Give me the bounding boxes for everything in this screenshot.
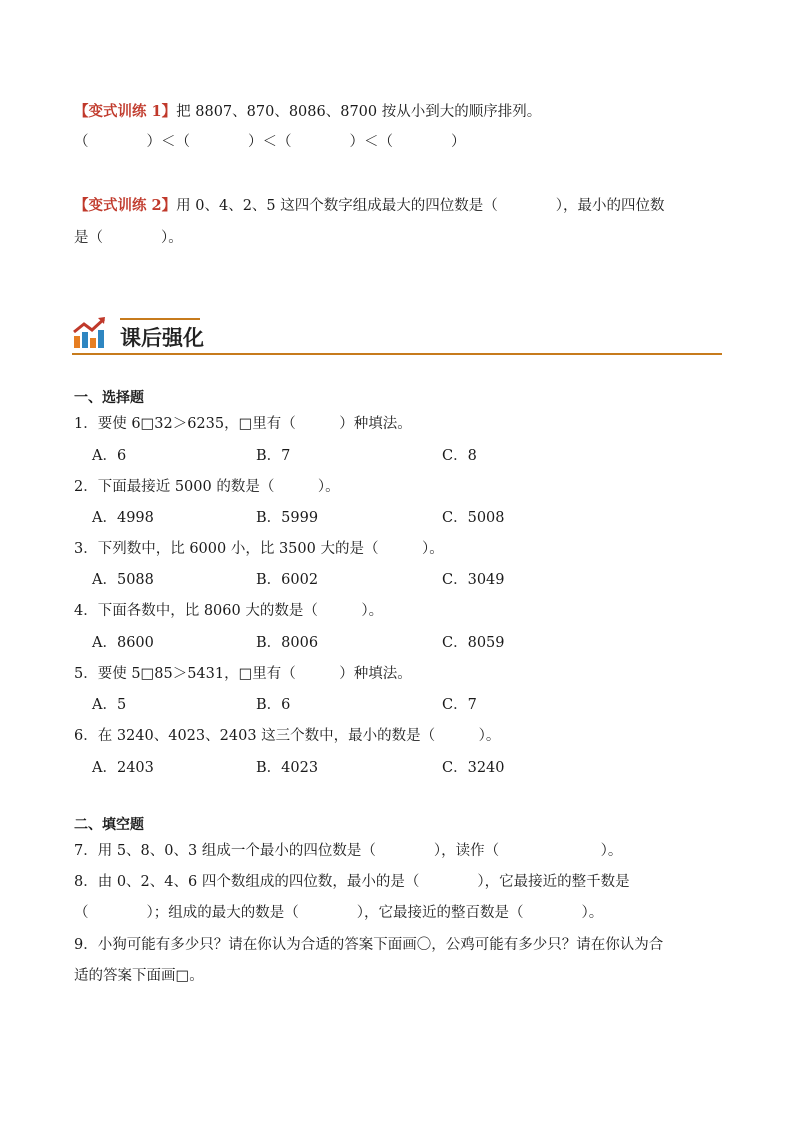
question-8-line-1: 8．由 0、2、4、6 四个数组成的四位数，最小的是（ ），它最接近的整千数是: [74, 874, 630, 890]
question-text: 3．下列数中，比 6000 小，比 3500 大的是（ ）。: [74, 541, 444, 557]
option-b: B．8006: [256, 635, 319, 651]
option-b: B．4023: [256, 760, 319, 776]
section-title: 课后强化: [120, 326, 204, 350]
option-b: B．6002: [256, 572, 319, 588]
question-7: 7．用 5、8、0、3 组成一个最小的四位数是（ ），读作（ ）。: [74, 843, 623, 859]
variant-tag-1: 【变式训练 1】: [74, 103, 177, 120]
option-a: A．5088: [92, 572, 154, 588]
option-c: C．5008: [442, 510, 505, 526]
variant-text-2: 用 0、4、2、5 这四个数字组成最大的四位数是（ ），最小的四位数: [176, 198, 665, 214]
option-c: C．3240: [442, 760, 505, 776]
variant-training-2: [74, 196, 665, 216]
question-text: 6．在 3240、4023、2403 这三个数中，最小的数是（ ）。: [74, 728, 501, 744]
option-c: C．8: [442, 448, 477, 464]
question-9-line-1: 9．小狗可能有多少只？请在你认为合适的答案下面画〇，公鸡可能有多少只？请在你认为合: [74, 937, 664, 953]
question-text: 1．要使 6□32＞6235，□里有（ ）种填法。: [74, 416, 412, 432]
question-text: 5．要使 5□85＞5431，□里有（ ）种填法。: [74, 666, 412, 682]
variant-answer-line-1: （ ）＜（ ）＜（ ）＜（ ）: [74, 134, 466, 150]
option-a: A．6: [92, 448, 127, 464]
question-9-line-2: 适的答案下面画□。: [74, 968, 204, 984]
part2-heading: 二、填空题: [74, 817, 144, 833]
question-text: 4．下面各数中，比 8060 大的数是（ ）。: [74, 603, 384, 619]
option-c: C．3049: [442, 572, 505, 588]
variant-tag-2: 【变式训练 2】: [74, 197, 177, 214]
option-c: C．8059: [442, 635, 505, 651]
option-a: A．4998: [92, 510, 154, 526]
variant-training-1: [74, 102, 541, 122]
option-a: A．2403: [92, 760, 154, 776]
section-top-line: [120, 318, 200, 320]
part1-heading: 一、选择题: [74, 390, 144, 406]
option-c: C．7: [442, 697, 477, 713]
question-8-line-2: （ ）；组成的最大的数是（ ），它最接近的整百数是（ ）。: [74, 905, 604, 921]
section-divider: [72, 353, 722, 355]
variant-text-1: 把 8807、870、8086、8700 按从小到大的顺序排列。: [176, 104, 542, 120]
question-text: 2．下面最接近 5000 的数是（ ）。: [74, 479, 340, 495]
bar-chart-trend-icon: [72, 316, 108, 350]
option-b: B．6: [256, 697, 291, 713]
option-a: A．8600: [92, 635, 154, 651]
option-b: B．5999: [256, 510, 319, 526]
option-b: B．7: [256, 448, 291, 464]
option-a: A．5: [92, 697, 127, 713]
variant-text-2-cont: 是（ ）。: [74, 230, 183, 246]
